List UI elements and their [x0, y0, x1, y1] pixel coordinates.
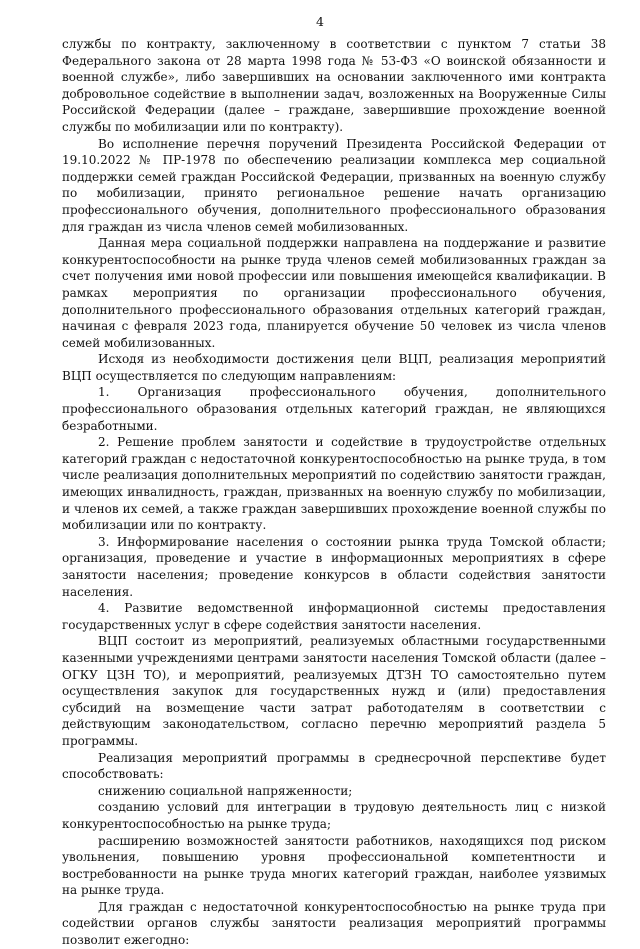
paragraph-vcp-composition: ВЦП состоит из мероприятий, реализуемых областными государственными казенными учреждениями центрами занятости населения Томской области (далее – ОГКУ ЦЗН ТО), и мероприятий, реализуемых ДТЗН ТО самостоятельно путем осуществления закупок для государственных нужд и (или) предоставления субсидий на возмещение части затрат работодателям в соответствии с действующим законодательством, согласно перечню мероприятий раздела 5 программы.	[62, 634, 606, 748]
paragraph-support-measure: Данная мера социальной поддержки направлена на поддержание и развитие конкурентоспособности на рынке труда членов семей мобилизованных граждан за счет получения ими новой профессии или повышения имеющейся квалификации. В рамках мероприятия по организации профессионального обучения, дополнительного профессионального образования отдельных категорий граждан, начиная с февраля 2023 года, планируется обучение 50 человек из числа членов семей мобилизованных.	[62, 236, 606, 350]
paragraph-annual-outcomes: Для граждан с недостаточной конкурентоспособностью на рынке труда при содействии органов службы занятости реализация мероприятий программы позволит ежегодно:	[62, 899, 606, 948]
document-body	[62, 36, 606, 949]
page-number: 4	[316, 14, 324, 29]
paragraph-presidential-order: Во исполнение перечня поручений Президента Российской Федерации от 19.10.2022 № ПР-1978 по обеспечению реализации комплекса мер социальной поддержки семей граждан Российской Федерации, призванных на военную службу по мобилизации, принято региональное решение начать организацию профессионального обучения, дополнительного профессионального образования для граждан из числа членов семей мобилизованных.	[62, 136, 606, 234]
list-item-direction-2: 2. Решение проблем занятости и содействие в трудоустройстве отдельных категорий граждан с недостаточной конкурентоспособностью на рынке труда, в том числе реализация дополнительных мероприятий по содействию занятости граждан, имеющих инвалидность, граждан, призванных на военную службу по мобилизации, и членов их семей, а также граждан завершивших прохождение военной службы по мобилизации или по контракту.	[62, 435, 606, 533]
list-item-outcome-2: созданию условий для интеграции в трудовую деятельность лиц с низкой конкурентоспособностью на рынке труда;	[62, 800, 606, 831]
paragraph-outcomes-intro: Реализация мероприятий программы в среднесрочной перспективе будет способствовать:	[62, 750, 606, 782]
paragraph-continuation: службы по контракту, заключенному в соответствии с пунктом 7 статьи 38 Федерального закона от 28 марта 1998 года № 53-ФЗ «О воинской обязанности и военной службе», либо завершивших на основании заключенного ими контракта добровольное содействие в выполнении задач, возложенных на Вооруженные Силы Российской Федерации (далее – граждане, завершившие прохождение военной службы по мобилизации или по контракту).	[62, 37, 606, 134]
list-item-outcome-1: снижению социальной напряженности;	[98, 783, 353, 798]
list-item-outcome-3: расширению возможностей занятости работников, находящихся под риском увольнения, повышению уровня профессиональной компетентности и востребованности на рынке труда многих категорий граждан, наиболее уязвимых на рынке труда.	[62, 833, 606, 898]
list-item-direction-4: 4. Развитие ведомственной информационной системы предоставления государственных услуг в сфере содействия занятости населения.	[62, 601, 606, 632]
list-item-direction-3: 3. Информирование населения о состоянии рынка труда Томской области; организация, проведение и участие в информационных мероприятиях в сфере занятости населения; проведение конкурсов в области содействия занятости населения.	[62, 534, 606, 599]
list-item-direction-1: 1. Организация профессионального обучения, дополнительного профессионального образования отдельных категорий граждан, не являющихся безработными.	[62, 385, 606, 433]
paragraph-directions-intro: Исходя из необходимости достижения цели ВЦП, реализация мероприятий ВЦП осуществляется по следующим направлениям:	[62, 352, 606, 383]
